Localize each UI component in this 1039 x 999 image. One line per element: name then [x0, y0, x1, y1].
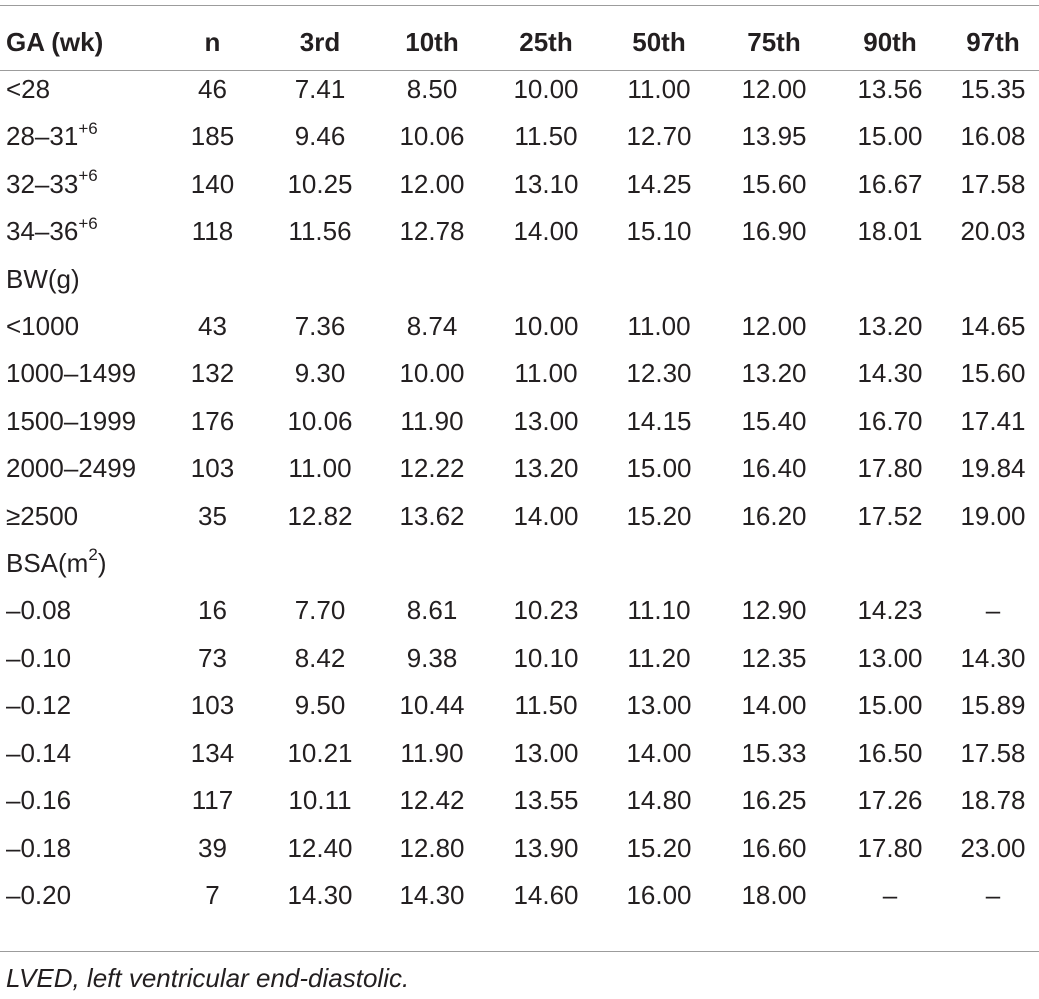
table-bottom-rule: [0, 951, 1039, 952]
table-cell: [489, 256, 603, 303]
table-row: [0, 635, 1039, 682]
table-cell: 13.95: [741, 121, 807, 152]
column-header: 97th: [966, 27, 1020, 57]
row-label: [0, 493, 160, 540]
table-cell: 15.00: [857, 690, 923, 721]
table-cell: 14.00: [741, 690, 807, 721]
table-cell: 15.33: [741, 737, 807, 768]
table-cell: 16.25: [741, 785, 807, 816]
table-cell: 11.00: [627, 74, 691, 104]
row-label-text: –0.10: [6, 642, 72, 673]
table-cell: 8.74: [406, 311, 458, 342]
table-cell: [375, 256, 489, 303]
table-cell: 11.10: [627, 595, 691, 626]
header-row: [0, 18, 1039, 66]
table-row: [0, 350, 1039, 397]
table-cell: 15.40: [741, 405, 807, 436]
table-cell: 35: [198, 500, 227, 531]
row-label: [0, 303, 160, 350]
row-label: [0, 350, 160, 397]
row-label-superscript: +6: [78, 213, 98, 233]
row-label-text: <1000: [6, 311, 80, 342]
table-cell: 14.00: [626, 737, 692, 768]
row-label: [0, 161, 160, 208]
table-row: [0, 66, 1039, 113]
row-label: [0, 256, 160, 303]
table-cell: 13.56: [857, 74, 923, 104]
table-cell: 16.70: [857, 405, 923, 436]
table-cell: 15.20: [626, 500, 692, 531]
table-cell: 46: [198, 74, 227, 104]
table-cell: 10.06: [287, 405, 353, 436]
table-cell: 13.90: [513, 832, 579, 863]
table-cell: 16.90: [741, 216, 807, 247]
table-cell: 11.20: [627, 642, 691, 673]
table-cell: 19.84: [960, 453, 1026, 484]
row-label: [0, 682, 160, 729]
column-header: 50th: [632, 27, 686, 57]
table-cell: 10.00: [513, 74, 579, 104]
column-header: 25th: [519, 27, 573, 57]
table-row: [0, 825, 1039, 872]
table-cell: –: [985, 595, 1001, 626]
row-label-text: BSA(m: [6, 548, 89, 579]
row-label-text: –0.18: [6, 832, 72, 863]
table-cell: [603, 540, 715, 587]
table-cell: 17.52: [857, 500, 923, 531]
row-label-suffix: ): [97, 548, 107, 579]
table-cell: 16.60: [741, 832, 807, 863]
table-cell: [265, 256, 375, 303]
table-cell: 16.20: [741, 500, 807, 531]
row-label: [0, 825, 160, 872]
row-label: [0, 872, 160, 919]
table-cell: 8.42: [294, 642, 346, 673]
table-cell: 17.41: [960, 405, 1026, 436]
table-cell: 18.78: [960, 785, 1026, 816]
table-cell: 12.78: [399, 216, 465, 247]
table-cell: 13.62: [399, 500, 465, 531]
table-cell: 132: [190, 358, 235, 389]
column-header: 3rd: [299, 27, 341, 57]
table-cell: 15.20: [626, 832, 692, 863]
row-label: [0, 777, 160, 824]
table-cell: 103: [190, 453, 235, 484]
column-header: GA (wk): [6, 27, 104, 57]
table-cell: 15.89: [960, 690, 1026, 721]
row-label: [0, 635, 160, 682]
column-header: 10th: [405, 27, 459, 57]
table-cell: 10.00: [513, 311, 579, 342]
table-cell: 140: [190, 168, 235, 199]
row-label: [0, 66, 160, 113]
table-cell: 12.70: [626, 121, 692, 152]
table-cell: 10.21: [287, 737, 353, 768]
row-label-superscript: +6: [78, 118, 98, 138]
row-label-superscript: +6: [78, 166, 98, 186]
row-label-text: 28–31: [6, 121, 79, 152]
table-cell: 15.10: [626, 216, 692, 247]
row-label-text: –0.08: [6, 595, 72, 626]
table-cell: 12.00: [741, 311, 807, 342]
row-label-text: –0.20: [6, 879, 72, 910]
table-cell: 10.00: [399, 358, 465, 389]
table-cell: 10.10: [513, 642, 579, 673]
table-cell: 134: [190, 737, 235, 768]
table-cell: 8.61: [406, 595, 458, 626]
row-label-text: –0.16: [6, 785, 72, 816]
table-cell: 11.50: [514, 121, 578, 152]
table-cell: 14.65: [960, 311, 1026, 342]
table-cell: 12.90: [741, 595, 807, 626]
table-cell: 15.00: [857, 121, 923, 152]
table-cell: 13.20: [513, 453, 579, 484]
table-cell: 11.00: [514, 358, 578, 389]
table-cell: 14.00: [513, 216, 579, 247]
table-cell: 16.40: [741, 453, 807, 484]
table-cell: 9.50: [294, 690, 346, 721]
table-cell: 14.30: [857, 358, 923, 389]
table-cell: 118: [191, 216, 234, 247]
table-row: [0, 398, 1039, 445]
table-cell: 8.50: [406, 74, 458, 104]
table-cell: [947, 540, 1039, 587]
table-cell: [160, 256, 265, 303]
table-cell: [947, 256, 1039, 303]
row-label: [0, 730, 160, 777]
table-cell: 185: [190, 121, 235, 152]
table-cell: –: [985, 879, 1001, 910]
table-cell: 14.30: [399, 879, 465, 910]
table-cell: 17.58: [960, 737, 1026, 768]
row-label: [0, 540, 160, 587]
table-cell: 9.38: [406, 642, 458, 673]
table-row: [0, 256, 1039, 303]
row-label: [0, 445, 160, 492]
table-cell: 39: [198, 832, 227, 863]
row-label-text: BW(g): [6, 263, 80, 294]
table-cell: 12.82: [287, 500, 353, 531]
table-cell: 16.50: [857, 737, 923, 768]
table-row: [0, 303, 1039, 350]
table-cell: 12.30: [626, 358, 692, 389]
table-cell: [489, 540, 603, 587]
table-cell: [375, 540, 489, 587]
table-cell: 13.10: [513, 168, 579, 199]
table-row: [0, 682, 1039, 729]
table-cell: 10.44: [399, 690, 465, 721]
table-row: [0, 872, 1039, 919]
table-row: [0, 587, 1039, 634]
row-label-text: 32–33: [6, 168, 79, 199]
table-cell: 12.42: [399, 785, 465, 816]
row-label-superscript: 2: [88, 545, 98, 565]
table-cell: 11.56: [288, 216, 352, 247]
table-cell: 10.23: [513, 595, 579, 626]
row-label: [0, 113, 160, 160]
table-cell: 13.00: [513, 737, 579, 768]
table-row: [0, 208, 1039, 255]
table-cell: 17.58: [960, 168, 1026, 199]
table-cell: 7.41: [294, 74, 346, 104]
table-cell: 19.00: [960, 500, 1026, 531]
table-cell: 16.00: [626, 879, 692, 910]
table-cell: 12.35: [741, 642, 807, 673]
table-cell: 16.67: [857, 168, 923, 199]
row-label-text: 34–36: [6, 216, 79, 247]
table-row: [0, 540, 1039, 587]
table-cell: 13.20: [741, 358, 807, 389]
table-cell: 14.80: [626, 785, 692, 816]
table-cell: 13.00: [626, 690, 692, 721]
table-cell: 13.20: [857, 311, 923, 342]
table-cell: 14.30: [960, 642, 1026, 673]
table-cell: 43: [198, 311, 227, 342]
table-cell: 11.50: [514, 690, 578, 721]
table-cell: 18.01: [857, 216, 923, 247]
table-cell: 13.55: [513, 785, 579, 816]
table-cell: 14.30: [287, 879, 353, 910]
table-cell: 14.25: [626, 168, 692, 199]
row-label-text: –0.14: [6, 737, 72, 768]
table-row: [0, 113, 1039, 160]
table-body: [0, 66, 1039, 919]
table-cell: 12.00: [741, 74, 807, 104]
table-cell: 16.08: [960, 121, 1026, 152]
table-cell: 12.80: [399, 832, 465, 863]
table-cell: 12.00: [399, 168, 465, 199]
table-header: [0, 18, 1039, 66]
table-cell: 7: [205, 879, 220, 910]
table-cell: 12.22: [399, 453, 465, 484]
table-cell: 17.26: [857, 785, 923, 816]
column-header: 75th: [747, 27, 801, 57]
table-cell: [833, 540, 947, 587]
table-cell: [833, 256, 947, 303]
table-cell: [160, 540, 265, 587]
row-label-text: ≥2500: [6, 500, 79, 531]
percentile-table: [0, 18, 1039, 919]
table-cell: 117: [191, 785, 234, 816]
table-cell: 14.60: [513, 879, 579, 910]
column-header: n: [204, 27, 221, 57]
table-cell: 10.06: [399, 121, 465, 152]
table-cell: [715, 540, 833, 587]
table-cell: –: [882, 879, 898, 910]
table-row: [0, 730, 1039, 777]
row-label: [0, 587, 160, 634]
table-cell: 73: [198, 642, 227, 673]
table-cell: 17.80: [857, 832, 923, 863]
table-cell: 14.00: [513, 500, 579, 531]
table-cell: 20.03: [960, 216, 1026, 247]
table-cell: 12.40: [287, 832, 353, 863]
table-cell: [603, 256, 715, 303]
table-cell: 17.80: [857, 453, 923, 484]
table-cell: 23.00: [960, 832, 1026, 863]
table-cell: 11.90: [400, 405, 464, 436]
row-label: [0, 208, 160, 255]
table-row: [0, 445, 1039, 492]
row-label-text: 2000–2499: [6, 453, 137, 484]
table-cell: [265, 540, 375, 587]
row-label: [0, 398, 160, 445]
table-cell: 16: [198, 595, 227, 626]
table-cell: 11.90: [400, 737, 464, 768]
table-cell: 18.00: [741, 879, 807, 910]
table-cell: 103: [190, 690, 235, 721]
table-cell: 7.36: [294, 311, 346, 342]
table-cell: 10.25: [287, 168, 353, 199]
table-cell: 15.60: [741, 168, 807, 199]
table-row: [0, 493, 1039, 540]
table-footnote: LVED, left ventricular end-diastolic.: [6, 963, 410, 993]
table-cell: 14.23: [857, 595, 923, 626]
table-cell: 10.11: [288, 785, 352, 816]
table-cell: 15.60: [960, 358, 1026, 389]
table-cell: [715, 256, 833, 303]
table-cell: 13.00: [513, 405, 579, 436]
table-row: [0, 161, 1039, 208]
table-cell: 7.70: [294, 595, 346, 626]
table-cell: 9.46: [294, 121, 346, 152]
column-header: 90th: [863, 27, 917, 57]
row-label-text: 1000–1499: [6, 358, 137, 389]
row-label-text: <28: [6, 74, 51, 104]
table-cell: 176: [190, 405, 235, 436]
table-row: [0, 777, 1039, 824]
table-cell: 15.00: [626, 453, 692, 484]
table-cell: 9.30: [294, 358, 346, 389]
table-cell: 13.00: [857, 642, 923, 673]
table-cell: 15.35: [960, 74, 1026, 104]
row-label-text: 1500–1999: [6, 405, 137, 436]
table-cell: 14.15: [626, 405, 692, 436]
row-label-text: –0.12: [6, 690, 72, 721]
table-cell: 11.00: [627, 311, 691, 342]
table-top-rule: [0, 5, 1039, 6]
table-cell: 11.00: [288, 453, 352, 484]
